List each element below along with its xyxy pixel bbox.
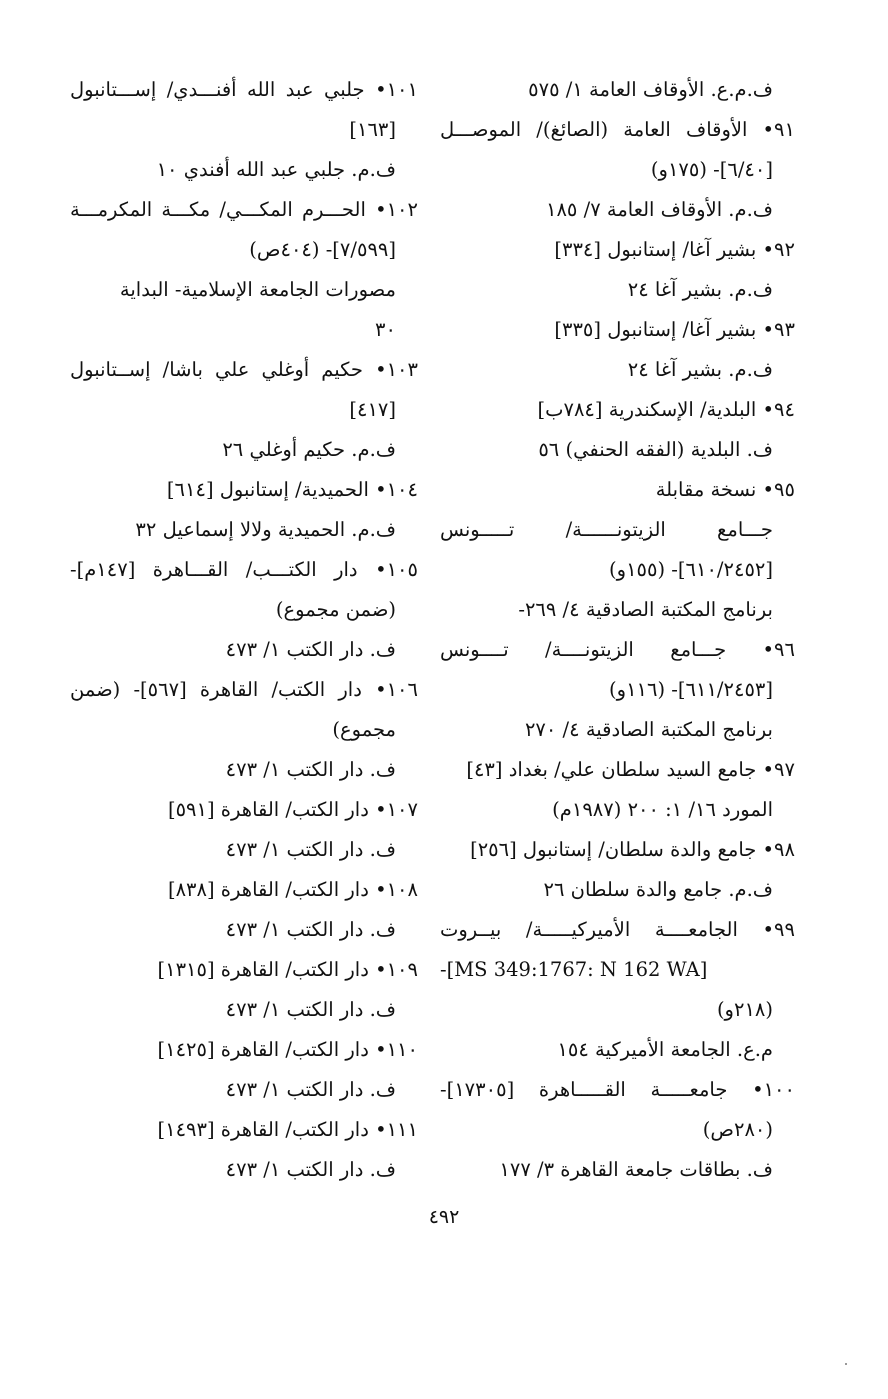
entry-line: ٩٦• جـــامع الزيتونــــة/ تــــونس	[440, 638, 795, 661]
entry-line: ف. دار الكتب ١/ ٤٧٣	[225, 638, 396, 661]
entry-line: ١١١• دار الكتب/ القاهرة [١٤٩٣]	[157, 1118, 418, 1141]
entry-line: ٣٠	[375, 318, 396, 341]
page-number: ٤٩٢	[428, 1206, 460, 1228]
entry-line: ف.م. جامع والدة سلطان ٢٦	[543, 878, 773, 901]
entry-line: [٦١١/٢٤٥٣]- (١١٦و)	[609, 678, 773, 701]
entry-line: ف.م. بشير آغا ٢٤	[627, 358, 773, 381]
entry-line: ١٠١• جلبي عبد الله أفنـــدي/ إســـتانبول	[70, 78, 418, 101]
entry-line: ١٠٦• دار الكتب/ القاهرة [٥٦٧]- (ضمن	[70, 678, 418, 701]
entry-line: ف.م.ع. الأوقاف العامة ١/ ٥٧٥	[528, 78, 773, 101]
entry-line: ١٠٧• دار الكتب/ القاهرة [٥٩١]	[167, 798, 418, 821]
entry-line: مجموع)	[332, 718, 396, 741]
entry-line: ف.م. حكيم أوغلي ٢٦	[222, 438, 396, 461]
entry-line: ٩٣• بشير آغا/ إستانبول [٣٣٥]	[554, 318, 795, 341]
scan-speck	[845, 1363, 847, 1365]
entry-line: مصورات الجامعة الإسلامية- البداية	[119, 278, 396, 301]
entry-line: ف. دار الكتب ١/ ٤٧٣	[225, 1078, 396, 1101]
entry-line: (٢١٨و)	[716, 998, 773, 1021]
entry-line: ف. بطاقات جامعة القاهرة ٣/ ١٧٧	[499, 1158, 773, 1181]
entry-line: ٩٥• نسخة مقابلة	[655, 478, 795, 501]
entry-line: ٩١• الأوقاف العامة (الصائغ)/ الموصـــل	[440, 118, 795, 141]
entry-line: ١٠٢• الحـــرم المكـــي/ مكـــة المكرمـــة	[70, 198, 418, 221]
entry-line: (ضمن مجموع)	[275, 598, 396, 621]
left-column	[70, 70, 418, 1190]
entry-line: جـــامع الزيتونــــــة/ تـــــونس	[440, 518, 773, 541]
entry-line: ١٠٠• جامعـــــة القـــــاهرة [١٧٣٠٥]-	[440, 1078, 795, 1101]
entry-line: برنامج المكتبة الصادقية ٤/ ٢٧٠	[524, 718, 773, 741]
entry-line: ١٠٨• دار الكتب/ القاهرة [٨٣٨]	[167, 878, 418, 901]
entry-line: (٢٨٠ص)	[702, 1118, 773, 1141]
entry-line: [٧/٥٩٩]- (٤٠٤ص)	[249, 238, 396, 261]
entry-line: [٤١٧]	[349, 398, 396, 421]
entry-line: ف. دار الكتب ١/ ٤٧٣	[225, 838, 396, 861]
entry-line: ف.م. بشير آغا ٢٤	[627, 278, 773, 301]
entry-line: ف.م. جلبي عبد الله أفندي ١٠	[156, 158, 396, 181]
entry-line: ١٠٥• دار الكتـــب/ القـــاهرة [١٤٧م]-	[70, 558, 418, 581]
entry-line: -[MS 349:1767: N 162 WA]	[440, 958, 708, 981]
entry-line: ١٠٤• الحميدية/ إستانبول [٦١٤]	[166, 478, 418, 501]
entry-line: ٩٨• جامع والدة سلطان/ إستانبول [٢٥٦]	[470, 838, 795, 861]
entry-line: ف. دار الكتب ١/ ٤٧٣	[225, 1158, 396, 1181]
entry-line: ١١٠• دار الكتب/ القاهرة [١٤٢٥]	[157, 1038, 418, 1061]
entry-line: [١٦٣]	[349, 118, 396, 141]
entry-line: [٦/٤٠]- (١٧٥و)	[650, 158, 773, 181]
entry-line: المورد ١٦/ ١: ٢٠٠ (١٩٨٧م)	[552, 798, 773, 821]
entry-line: ٩٢• بشير آغا/ إستانبول [٣٣٤]	[554, 238, 795, 261]
entry-line: ف. دار الكتب ١/ ٤٧٣	[225, 998, 396, 1021]
entry-line: ١٠٣• حكيم أوغلي علي باشا/ إســتانبول	[70, 358, 418, 381]
right-column	[440, 70, 795, 1190]
entry-line: ف. دار الكتب ١/ ٤٧٣	[225, 918, 396, 941]
entry-line: ٩٧• جامع السيد سلطان علي/ بغداد [٤٣]	[466, 758, 795, 781]
entry-line: ١٠٩• دار الكتب/ القاهرة [١٣١٥]	[157, 958, 418, 981]
entry-line: م.ع. الجامعة الأميركية ١٥٤	[557, 1038, 773, 1061]
entry-line: [٦١٠/٢٤٥٢]- (١٥٥و)	[609, 558, 773, 581]
entry-line: ٩٩• الجامعــــة الأميركيـــــة/ بيــروت	[440, 918, 795, 941]
entry-line: ف. دار الكتب ١/ ٤٧٣	[225, 758, 396, 781]
entry-line: ٩٤• البلدية/ الإسكندرية [٧٨٤ب]	[537, 398, 795, 421]
entry-line: ف.م. الأوقاف العامة ٧/ ١٨٥	[545, 198, 773, 221]
entry-line: برنامج المكتبة الصادقية ٤/ ٢٦٩-	[518, 598, 773, 621]
entry-line: ف. البلدية (الفقه الحنفي) ٥٦	[538, 438, 773, 461]
entry-line: ف.م. الحميدية ولالا إسماعيل ٣٢	[135, 518, 396, 541]
